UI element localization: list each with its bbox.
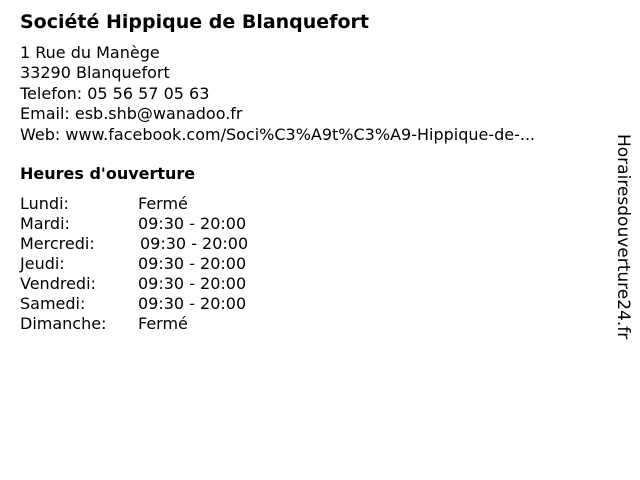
day-label: Samedi: (20, 294, 86, 313)
address-line-2: 33290 Blanquefort (20, 63, 170, 83)
day-hours: 09:30 - 20:00 (138, 294, 247, 313)
day-hours: 09:30 - 20:00 (140, 234, 249, 253)
day-label: Lundi: (20, 194, 69, 213)
day-label: Vendredi: (20, 274, 96, 293)
site-brand-watermark: Horairesdouverture24.fr (613, 134, 633, 340)
hours-row-tuesday (20, 214, 300, 234)
day-label: Dimanche: (20, 314, 107, 333)
contact-info (20, 43, 535, 145)
business-name: Société Hippique de Blanquefort (20, 11, 369, 33)
phone-number: Telefon: 05 56 57 05 63 (20, 83, 210, 103)
day-hours: 09:30 - 20:00 (138, 274, 247, 293)
hours-row-monday (20, 194, 300, 214)
day-hours: Fermé (138, 194, 188, 213)
opening-hours-table (20, 194, 300, 334)
day-label: Mardi: (20, 214, 70, 233)
day-label: Mercredi: (20, 234, 95, 253)
day-hours: 09:30 - 20:00 (138, 214, 247, 233)
website-link[interactable]: Web: www.facebook.com/Soci%C3%A9t%C3%A9-Hippique-de-... (20, 124, 536, 144)
opening-hours-heading: Heures d'ouverture (20, 164, 196, 183)
day-hours: Fermé (138, 314, 188, 333)
hours-row-saturday (20, 294, 300, 314)
hours-row-friday (20, 274, 300, 294)
email-address: Email: esb.shb@wanadoo.fr (20, 104, 243, 124)
day-label: Jeudi: (20, 254, 65, 273)
day-hours: 09:30 - 20:00 (138, 254, 247, 273)
hours-row-thursday (20, 254, 300, 274)
hours-row-sunday (20, 314, 300, 334)
address-line-1: 1 Rue du Manège (20, 43, 160, 62)
hours-row-wednesday (20, 234, 300, 254)
